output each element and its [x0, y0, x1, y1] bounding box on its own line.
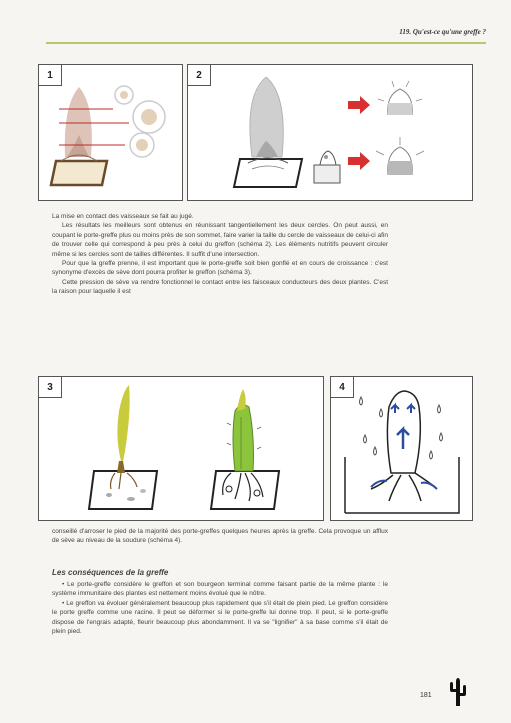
paragraph: La mise en contact des vaisseaux se fait au jugé. [52, 213, 194, 220]
cactus-icon [448, 678, 468, 706]
figure-3-illustration [39, 377, 323, 520]
paragraph: • Le greffon va évoluer généralement beaucoup plus rapidement que s'il était de plein pied. Le greffon considère le porte greffe comme une racine. Il peut se déformer si le porte-greffe lui donne trop. Il peut, si le porte-greffe dispose de l'engrais adapté, fleurir beaucoup plus abondamment. Il va se "lignifier" à sa base comme s'il était de plein pied. [52, 599, 388, 636]
paragraph: Pour que la greffe prenne, il est important que le porte-greffe soit bien gonflé et en cours de croissance : c'est synonyme d'excès de sève dont pourra profiter le greffon (schéma 3). [52, 260, 388, 277]
paragraph: Cette pression de sève va rendre fonctionnel le contact entre les faisceaux conducteurs des deux plantes. C'est la raison pour laquelle il est [52, 278, 388, 296]
figure-4 [330, 376, 473, 521]
small-pot [314, 151, 340, 183]
running-header [46, 28, 486, 44]
figure-number: 4 [331, 377, 354, 398]
page-number: 181 [420, 692, 432, 699]
figure-number: 3 [39, 377, 62, 398]
figure-2 [187, 64, 473, 201]
figure-1 [38, 64, 183, 201]
body-text-1 [52, 212, 388, 297]
figure-number: 2 [188, 65, 211, 86]
figure-1-illustration [39, 65, 182, 200]
section-title: Les conséquences de la greffe [52, 568, 169, 577]
paragraph: Les résultats les meilleurs sont obtenus en réunissant tangentiellement les deux cercles. On peut aussi, en coupant le porte-greffe plus ou moins près de son sommet, faire varier la taille du cercle de vaisseaux de celui-ci afin de trouver celle qui correspond à peu près à celui du greffon (schéma 2). Les éléments nutritifs peuvent circuler même si les cercles sont de tailles différentes. Il suffit d'une intersection. [52, 222, 388, 258]
header-title: 119. Qu'est-ce qu'une greffe ? [399, 28, 486, 36]
header-rule [46, 42, 486, 44]
body-text-3 [52, 580, 388, 636]
paragraph: conseillé d'arroser le pied de la majorité des porte-greffes quelques heures après la greffe. Cela provoque un afflux de sève au niveau de la soudure (schéma 4). [52, 528, 388, 545]
body-text-2 [52, 527, 388, 546]
figure-number: 1 [39, 65, 62, 86]
figure-4-illustration [331, 377, 472, 520]
paragraph: • Le porte-greffe considère le greffon et son bourgeon terminal comme faisant partie de la même plante : le système immunitaire des plantes est nettement moins évolué que le nôtre. [52, 581, 388, 598]
figure-2-illustration [188, 65, 472, 200]
figure-3 [38, 376, 324, 521]
